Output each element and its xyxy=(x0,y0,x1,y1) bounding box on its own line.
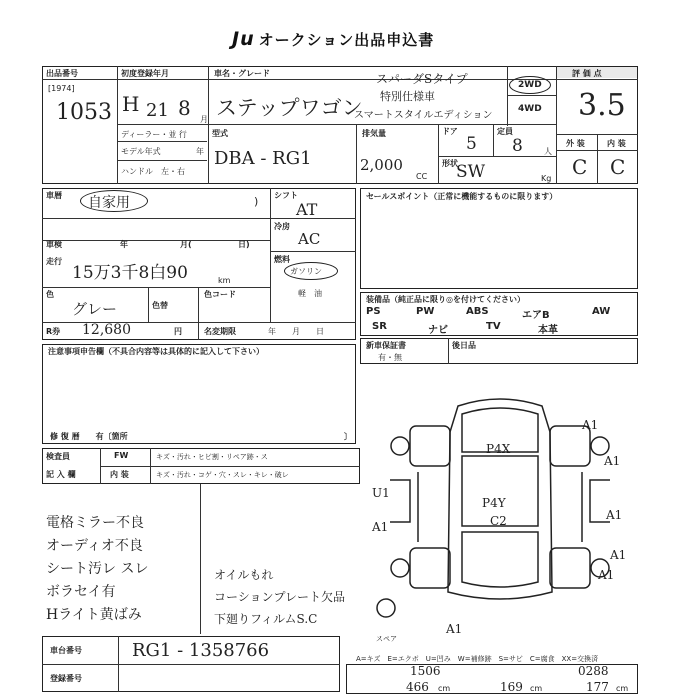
ju-logo: Ju xyxy=(232,28,255,50)
reg-month: 8 xyxy=(178,96,191,120)
notes-label: 注意事項申告欄（不具合内容等は具体的に記入して下さい） xyxy=(48,347,264,356)
capacity-unit: 人 xyxy=(544,147,552,156)
damage-mark: C2 xyxy=(490,514,507,528)
remark-right-line: 下廻りフィルムS.C xyxy=(214,612,318,626)
inspection-month: 月( xyxy=(180,240,192,249)
yen-unit: 円 xyxy=(174,327,182,336)
damage-mark: A1 xyxy=(598,568,615,582)
drive-2wd: 2WD xyxy=(518,80,542,90)
history-value: 自家用 xyxy=(88,195,130,211)
color-change-label: 色替 xyxy=(152,301,168,310)
displacement-value: 2,000 xyxy=(360,156,403,174)
after-label: 後日品 xyxy=(452,341,476,350)
kg-unit: Kg xyxy=(541,174,552,183)
shape-label: 形状 xyxy=(442,159,458,168)
spare-label: スペア xyxy=(376,635,397,643)
remark-line: Hライト黄ばみ xyxy=(46,607,142,623)
width-value: 169 xyxy=(500,680,523,694)
length-unit: cm xyxy=(438,684,451,693)
lot-number: 1053 xyxy=(56,100,112,125)
equipment-item: TV xyxy=(486,321,501,332)
warranty-value: 有・無 xyxy=(378,353,402,362)
recycle-value: 12,680 xyxy=(82,322,131,338)
equipment-item: SR xyxy=(372,321,387,332)
height-value: 177 xyxy=(586,680,609,694)
score-value: 3.5 xyxy=(578,88,626,123)
form-title xyxy=(232,28,434,50)
equipment-item: エアB xyxy=(522,310,550,321)
remark-line: 電格ミラー不良 xyxy=(46,515,144,531)
mileage-label: 走行 xyxy=(46,257,62,266)
shape-value: SW xyxy=(456,162,486,182)
displacement-label: 排気量 xyxy=(362,129,386,138)
km-unit: km xyxy=(218,276,231,285)
notes-block xyxy=(42,344,356,444)
drive-4wd: 4WD xyxy=(518,104,542,114)
damage-mark: A1 xyxy=(446,622,463,636)
grade-line1: スパーダSタイプ xyxy=(376,72,468,86)
doors-label: ドア xyxy=(442,127,458,136)
inspector-label: 検査員 xyxy=(46,452,70,461)
car-name-label: 車名・グレード xyxy=(214,69,270,78)
history-label: 車暦 xyxy=(46,191,62,200)
inspector-interior: 内 装 xyxy=(110,470,129,479)
dealer-label: ディーラー・並 行 xyxy=(121,130,187,139)
inspection-label: 車検 xyxy=(46,240,62,249)
light-oil: 軽 油 xyxy=(298,289,322,298)
type-label: 型式 xyxy=(212,129,228,138)
remark-line: シート汚レ スレ xyxy=(46,561,149,577)
name-change-label: 名変期限 xyxy=(204,327,236,336)
capacity-value: 8 xyxy=(512,136,523,156)
sales-point-block xyxy=(360,188,638,289)
recycle-label: R券 xyxy=(46,327,61,336)
lot-sub: [1974] xyxy=(48,84,75,93)
exterior-label: 外 装 xyxy=(566,139,585,148)
equipment-item: 本革 xyxy=(538,325,558,336)
chassis-label: 車台番号 xyxy=(50,646,82,655)
cc-unit: CC xyxy=(416,172,428,181)
fw-items: キズ・汚れ・ヒビ割・リペア跡・ス xyxy=(156,453,268,461)
remark-line: ボラセイ有 xyxy=(46,584,116,600)
grade-line3: スマートスタイルエディション xyxy=(354,110,493,121)
model-year-unit: 年 xyxy=(196,147,204,156)
name-change-date: 年 月 日 xyxy=(268,327,324,336)
interior-label: 内 装 xyxy=(607,139,626,148)
equipment-item: PW xyxy=(416,306,435,317)
interior-items: キズ・汚れ・コゲ・穴・スレ・キレ・破レ xyxy=(156,471,289,479)
equipment-item: ABS xyxy=(466,306,489,317)
remark-right-line: コーションプレート欠品 xyxy=(214,590,346,604)
registration-label: 登録番号 xyxy=(50,674,82,683)
history-paren: ) xyxy=(254,195,259,208)
warranty-label: 新車保証書 xyxy=(366,341,406,350)
fuel-circle xyxy=(284,262,338,280)
ac-value: AC xyxy=(298,230,321,248)
inspector-fill-label: 記 入 欄 xyxy=(46,470,76,479)
equipment-item: ナビ xyxy=(428,325,448,336)
remark-right-line: オイルもれ xyxy=(214,568,274,582)
width-unit: cm xyxy=(530,684,543,693)
type-value: DBA - RG1 xyxy=(214,148,312,169)
damage-mark: P4X xyxy=(486,442,511,456)
era: H xyxy=(122,92,140,116)
equipment-item: PS xyxy=(366,306,381,317)
weight2-value: 0288 xyxy=(578,664,609,678)
chassis-value: RG1 - 1358766 xyxy=(132,640,270,661)
color-value: グレー xyxy=(72,300,118,318)
length-value: 466 xyxy=(406,680,429,694)
height-unit: cm xyxy=(616,684,629,693)
damage-legend: A=キズ E=エクボ U=凹み W=補修跡 S=サビ C=腐食 XX=交換済 xyxy=(356,655,599,663)
handle-label: ハンドル 左・右 xyxy=(121,167,185,176)
inspection-year: 年 xyxy=(120,240,128,249)
mileage-value: 15万3千8白90 xyxy=(72,263,188,283)
history-circle xyxy=(80,190,148,212)
grade-line2: 特別仕様車 xyxy=(380,90,435,103)
inspector-fw: FW xyxy=(114,451,129,460)
damage-mark: A1 xyxy=(606,508,623,522)
lot-label: 出品番号 xyxy=(46,69,78,78)
damage-mark: U1 xyxy=(372,486,390,500)
drive-2wd-circle xyxy=(509,76,551,94)
interior-grade: C xyxy=(610,155,626,179)
remark-line: オーディオ不良 xyxy=(46,538,143,554)
weight-value: 1506 xyxy=(410,664,441,678)
equipment-label: 装備品（純正品に限り◎を付けてください） xyxy=(366,295,525,304)
score-label: 評 価 点 xyxy=(572,69,602,78)
fuel-value: ガソリン xyxy=(290,267,322,276)
damage-mark: A1 xyxy=(604,454,621,468)
model-year-label: モデル年式 xyxy=(121,147,161,156)
color-label: 色 xyxy=(46,290,54,299)
equipment-item: AW xyxy=(592,306,611,317)
sales-point-label: セールスポイント（正常に機能するものに限ります） xyxy=(366,192,558,201)
form-title-text: オークション出品申込書 xyxy=(258,31,435,49)
shift-value: AT xyxy=(296,200,318,219)
month-suffix: 月 xyxy=(200,115,208,124)
fuel-label: 燃料 xyxy=(274,255,290,264)
color-code-label: 色コード xyxy=(204,290,236,299)
inspection-day: 日) xyxy=(238,240,250,249)
first-reg-label: 初度登録年月 xyxy=(121,69,169,78)
damage-mark: A1 xyxy=(372,520,389,534)
shift-label: シフト xyxy=(274,191,298,200)
repair-label: 修 復 暦 有〔箇所 xyxy=(50,432,128,441)
capacity-label: 定員 xyxy=(497,127,513,136)
damage-mark: A1 xyxy=(610,548,627,562)
doors-value: 5 xyxy=(466,134,477,154)
repair-close: 〕 xyxy=(344,432,352,441)
reg-year: 21 xyxy=(146,100,169,121)
car-name: ステップワゴン xyxy=(216,96,363,120)
damage-mark: P4Y xyxy=(482,496,506,510)
damage-mark: A1 xyxy=(582,418,599,432)
exterior-grade: C xyxy=(572,155,588,179)
ac-label: 冷房 xyxy=(274,222,290,231)
